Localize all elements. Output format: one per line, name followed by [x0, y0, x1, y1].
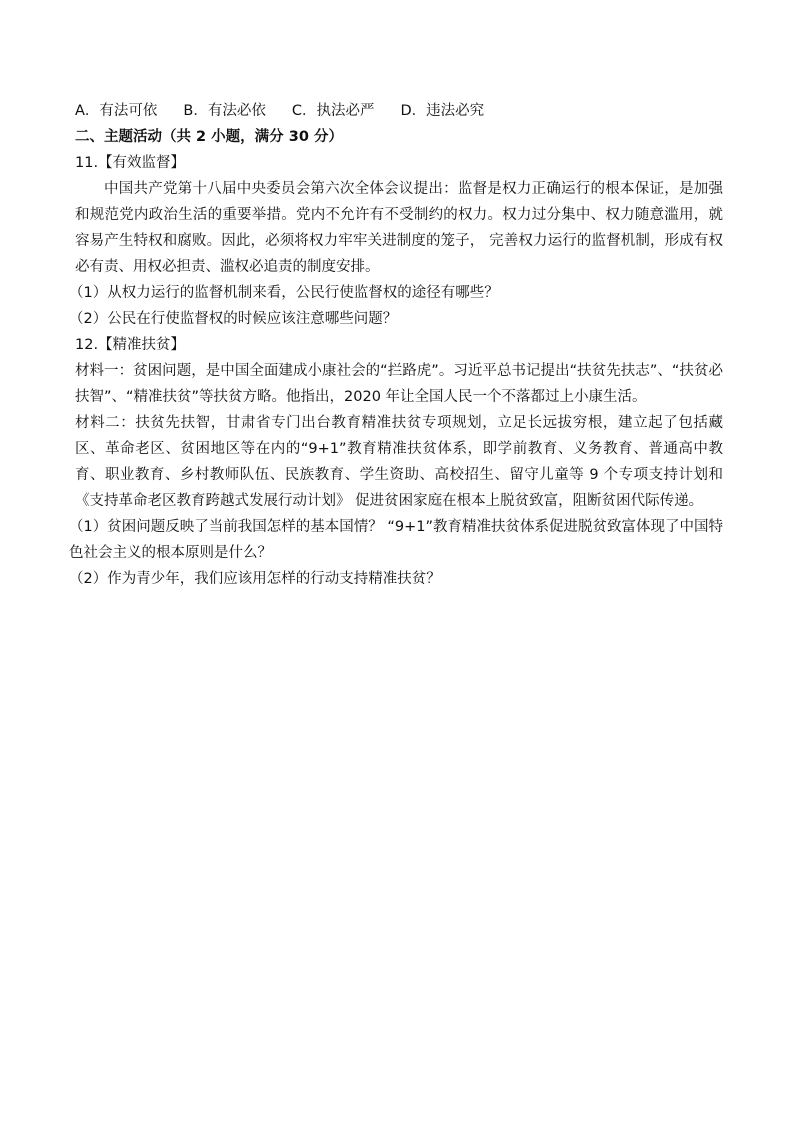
question-11-paragraph: 中国共产党第十八届中央委员会第六次全体会议提出：监督是权力正确运行的根本保证，是加强和规范党内政治生活的重要举措。党内不允许有不受制约的权力。权力过分集中、权力随意滥用，就容易产生特权和腐败。因此，必须将权力牢牢关进制度的笼子， 完善权力运行的监督机制，形成有权必有责、用权必担责、滥权必追责的制度安排。 [75, 181, 723, 275]
option-d: D．违法必究 [400, 103, 485, 119]
question-11-sub-1: （1）从权力运行的监督机制来看，公民行使监督权的途径有哪些？ [69, 285, 499, 301]
question-12-title: 12.【精准扶贫】 [75, 337, 186, 353]
question-11-title: 11.【有效监督】 [75, 155, 186, 171]
option-a: A．有法可依 [75, 103, 158, 119]
question-12-material-2: 材料二：扶贫先扶智，甘肃省专门出台教育精准扶贫专项规划，立足长远拔穷根，建立起了包括藏区、革命老区、贫困地区等在内的“9+1”教育精准扶贫体系，即学前教育、义务教育、普通高中教育、职业教育、乡村教师队伍、民族教育、学生资助、高校招生、留守儿童等 9 个专项支持计划和《支持革命老区教育跨越式发展行动计划》 促进贫困家庭在根本上脱贫致富，阻断贫困代际传递。 [75, 415, 723, 509]
question-12-material-1: 材料一：贫困问题，是中国全面建成小康社会的“拦路虎”。习近平总书记提出“扶贫先扶志”、“扶贫必扶智”、“精准扶贫”等扶贫方略。他指出，2020 年让全国人民一个不落都过上小康生活。 [75, 363, 723, 405]
question-12-sub-2: （2）作为青少年，我们应该用怎样的行动支持精准扶贫？ [69, 571, 441, 587]
option-b: B．有法必依 [183, 103, 266, 119]
question-11-sub-2: （2）公民在行使监督权的时候应该注意哪些问题？ [69, 311, 398, 327]
section-heading: 二、主题活动（共 2 小题，满分 30 分） [75, 129, 343, 145]
option-c: C．执法必严 [291, 103, 375, 119]
answer-options [75, 98, 723, 124]
question-12-sub-1: （1）贫困问题反映了当前我国怎样的基本国情？ “9+1”教育精准扶贫体系促进脱贫致富体现了中国特色社会主义的根本原则是什么？ [69, 519, 723, 561]
document-content [69, 98, 723, 592]
